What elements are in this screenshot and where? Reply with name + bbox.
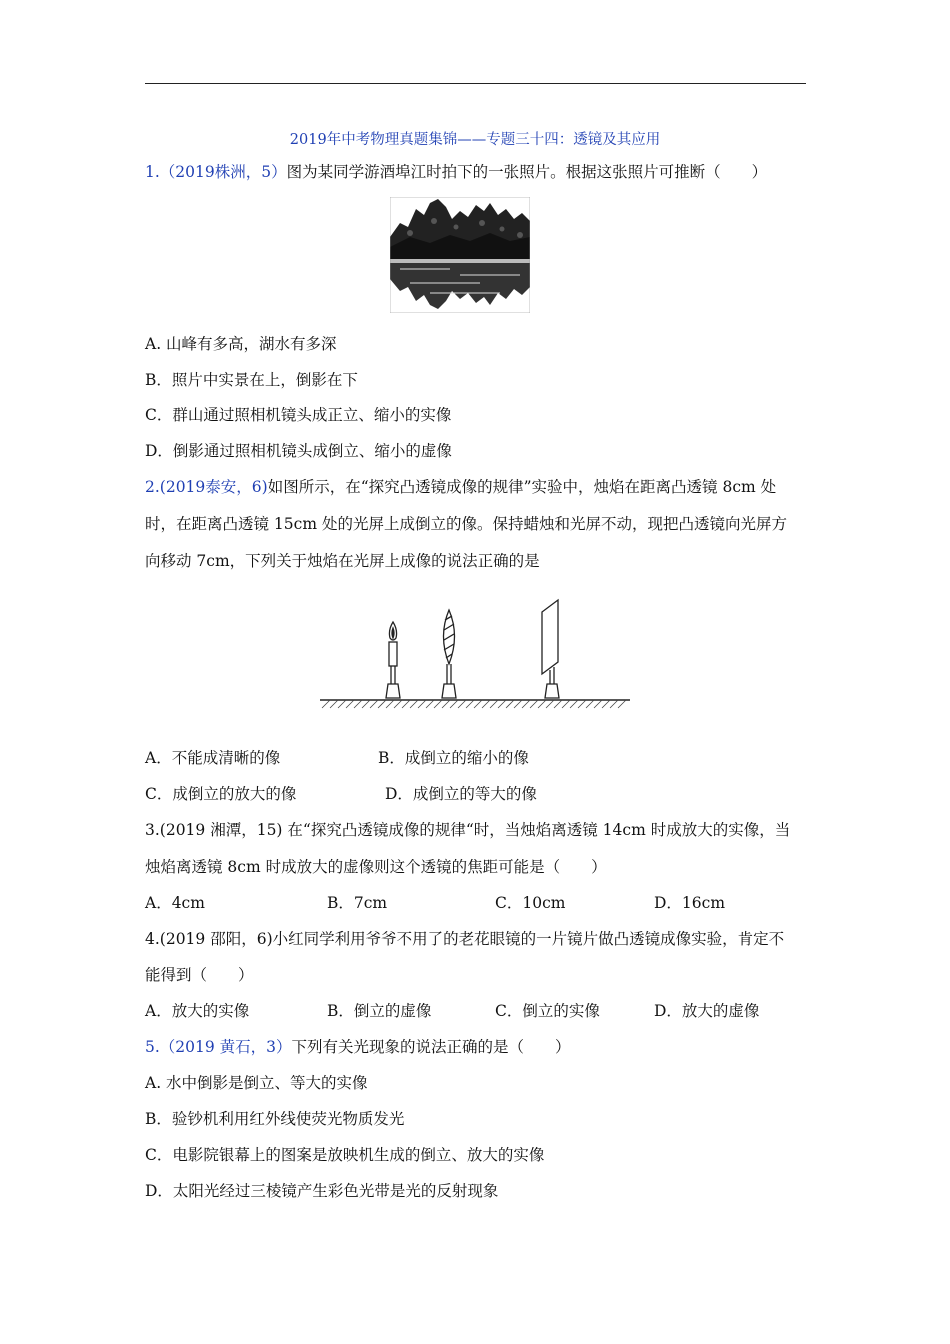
question-4-option-b: B．倒立的虚像 — [327, 1002, 432, 1020]
question-1-stem: 图为某同学游酒埠江时拍下的一张照片。根据这张照片可推断（ ） — [286, 163, 768, 181]
header-rule — [145, 83, 806, 84]
question-5 — [145, 1037, 571, 1057]
question-3-option-d: D．16cm — [654, 894, 726, 912]
question-4-line-2: 能得到（ ） — [145, 966, 254, 984]
question-5-number: 5.（2019 黄石，3） — [145, 1038, 292, 1056]
question-1-option-a: A. 山峰有多高，湖水有多深 — [145, 335, 337, 353]
page-title: 2019年中考物理真题集锦——专题三十四：透镜及其应用 — [289, 132, 661, 148]
question-2-line-1 — [145, 477, 776, 497]
question-1-option-d: D．倒影通过照相机镜头成倒立、缩小的虚像 — [145, 442, 452, 460]
question-3-line-1: 3.(2019 湘潭，15) 在“探究凸透镜成像的规律“时，当烛焰离透镜 14cm 时成放大的实像，当 — [145, 821, 791, 839]
candle-icon — [386, 622, 400, 698]
question-2-stem: 如图所示，在“探究凸透镜成像的规律”实验中，烛焰在距离凸透镜 8cm 处 — [267, 478, 777, 496]
question-5-stem: 下列有关光现象的说法正确的是（ ） — [291, 1038, 571, 1056]
question-1-number: 1.（2019株洲，5） — [145, 163, 287, 181]
question-3-line-2: 烛焰离透镜 8cm 时成放大的虚像则这个透镜的焦距可能是（ ） — [145, 858, 607, 876]
question-5-option-d: D．太阳光经过三棱镜产生彩色光带是光的反射现象 — [145, 1182, 499, 1200]
lake-photo — [390, 197, 530, 313]
question-5-option-b: B．验钞机利用红外线使荧光物质发光 — [145, 1110, 405, 1128]
question-3-option-c: C．10cm — [495, 894, 566, 912]
question-4-option-a: A．放大的实像 — [145, 1002, 250, 1020]
question-4-line-1: 4.(2019 邵阳，6)小红同学利用爷爷不用了的老花眼镜的一片镜片做凸透镜成像实验，肯定不 — [145, 930, 785, 948]
question-5-option-a: A. 水中倒影是倒立、等大的实像 — [145, 1074, 368, 1092]
question-3-option-b: B．7cm — [327, 894, 388, 912]
question-2-option-c: C．成倒立的放大的像 — [145, 785, 297, 803]
question-2-option-b: B．成倒立的缩小的像 — [378, 749, 529, 767]
question-4-option-d: D．放大的虚像 — [654, 1002, 760, 1020]
question-2-line-3: 向移动 7cm，下列关于烛焰在光屏上成像的说法正确的是 — [145, 552, 540, 570]
convex-lens-icon — [442, 610, 456, 698]
light-screen-icon — [542, 600, 559, 698]
question-5-option-c: C．电影院银幕上的图案是放映机生成的倒立、放大的实像 — [145, 1146, 545, 1164]
question-2-number: 2.(2019泰安，6) — [145, 478, 268, 496]
question-1 — [145, 162, 767, 182]
question-2-option-d: D．成倒立的等大的像 — [385, 785, 537, 803]
question-4-option-c: C．倒立的实像 — [495, 1002, 600, 1020]
optical-bench-diagram — [318, 598, 632, 718]
question-3-option-a: A．4cm — [145, 894, 205, 912]
question-1-option-b: B．照片中实景在上，倒影在下 — [145, 371, 358, 389]
question-2-option-a: A．不能成清晰的像 — [145, 749, 281, 767]
question-1-option-c: C．群山通过照相机镜头成正立、缩小的实像 — [145, 406, 452, 424]
question-2-line-2: 时，在距离凸透镜 15cm 处的光屏上成倒立的像。保持蜡烛和光屏不动，现把凸透镜向光屏方 — [145, 515, 787, 533]
